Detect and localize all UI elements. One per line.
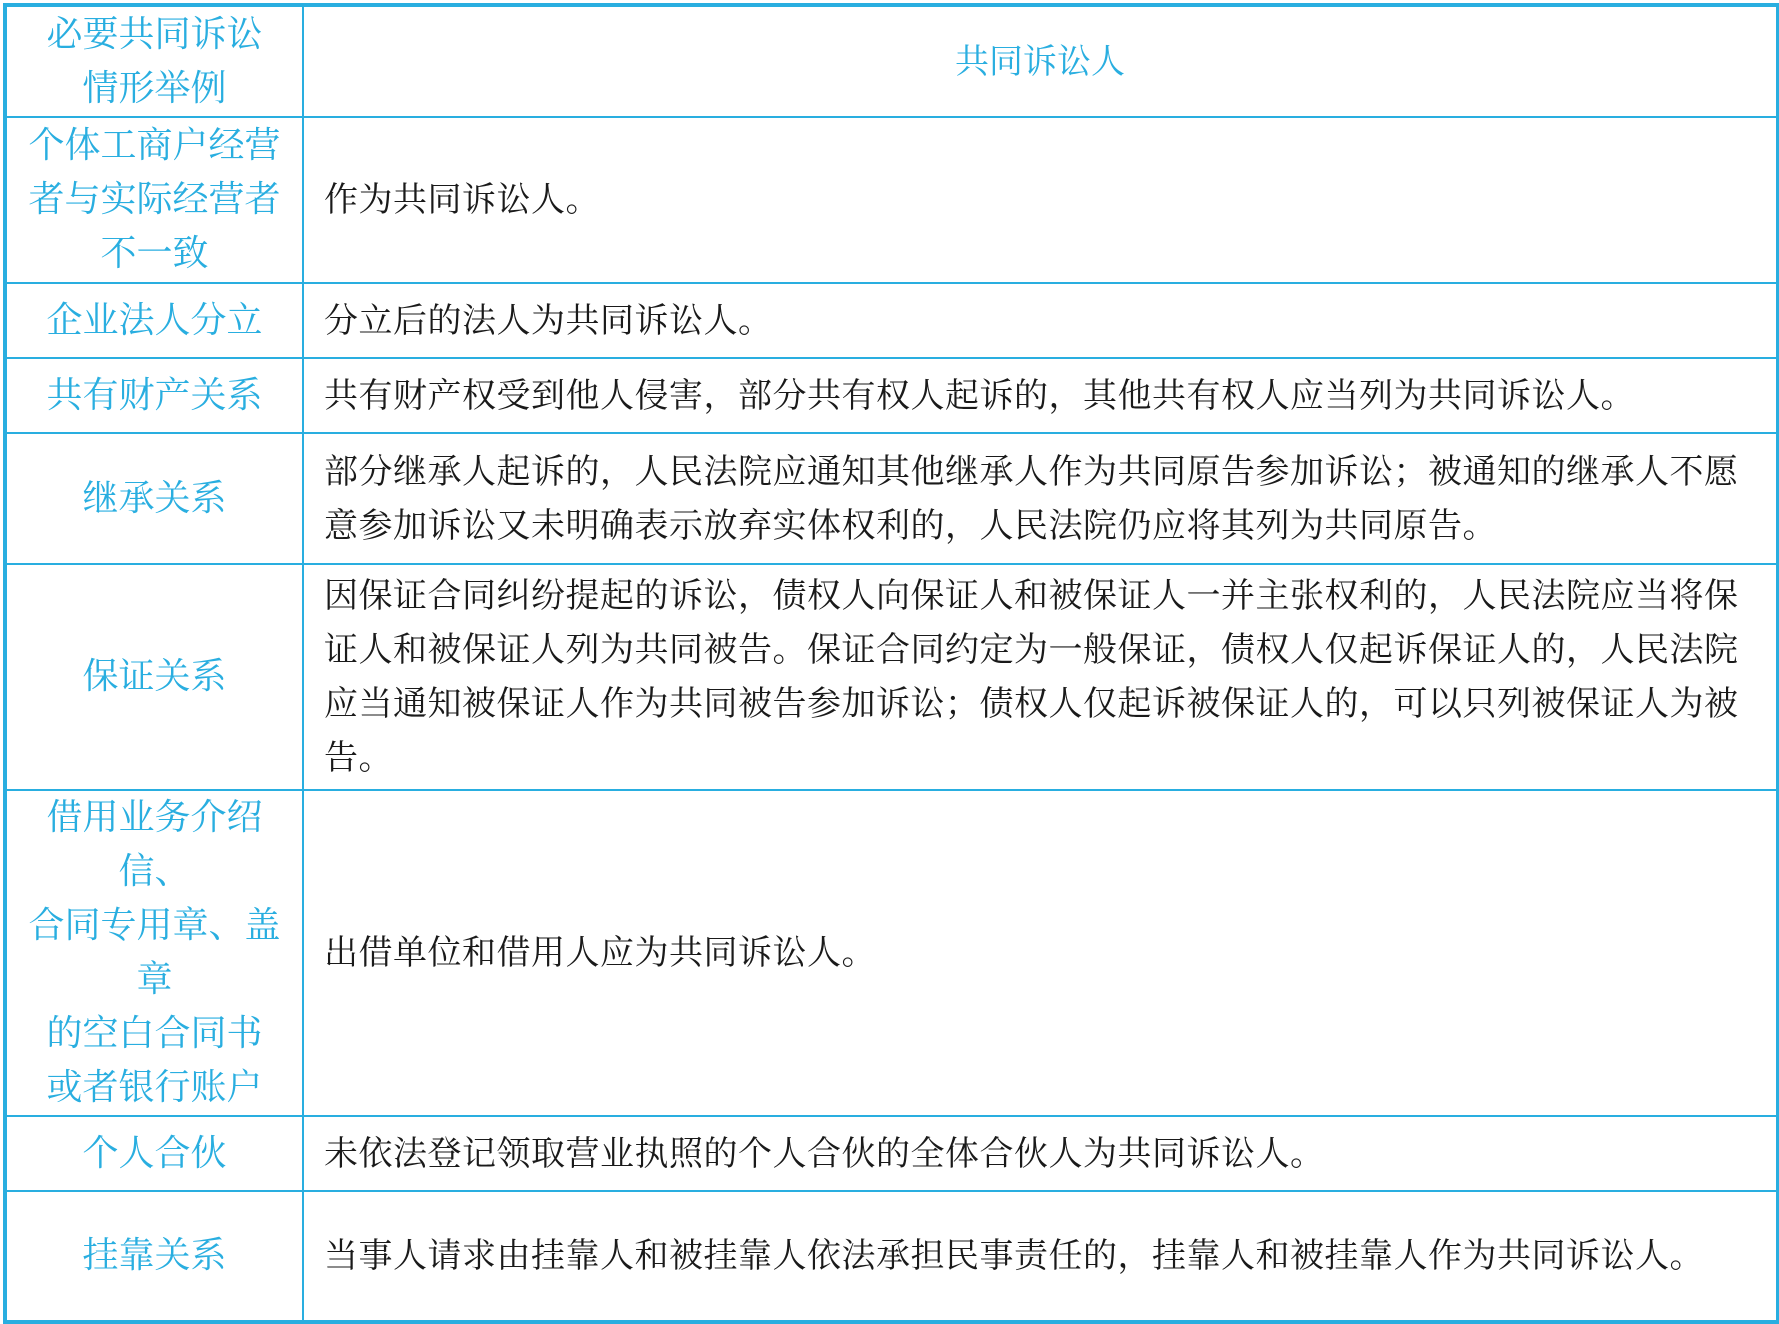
description-cell: 作为共同诉讼人。: [303, 117, 1778, 283]
description-cell: 部分继承人起诉的，人民法院应通知其他继承人作为共同原告参加诉讼；被通知的继承人不愿意参加诉讼又未明确表示放弃实体权利的，人民法院仍应将其列为共同原告。: [303, 433, 1778, 564]
category-line: 者与实际经营者: [28, 179, 281, 220]
table-row: [5, 1116, 1778, 1191]
description-cell: 当事人请求由挂靠人和被挂靠人依法承担民事责任的，挂靠人和被挂靠人作为共同诉讼人。: [303, 1191, 1778, 1322]
description-cell: 因保证合同纠纷提起的诉讼，债权人向保证人和被保证人一并主张权利的，人民法院应当将保证人和被保证人列为共同被告。保证合同约定为一般保证，债权人仅起诉保证人的，人民法院应当通知被保证人作为共同被告参加诉讼；债权人仅起诉被保证人的，可以只列被保证人为被告。: [303, 564, 1778, 790]
description-cell: 出借单位和借用人应为共同诉讼人。: [303, 790, 1778, 1116]
header-category-line: 必要共同诉讼: [46, 13, 263, 55]
category-cell: [5, 564, 303, 790]
category-line: 的空白合同书: [46, 1013, 263, 1054]
table-row: [5, 790, 1778, 1116]
category-line: 个人合伙: [82, 1132, 227, 1174]
category-cell: [5, 1191, 303, 1322]
table-row: [5, 358, 1778, 433]
description-cell: 未依法登记领取营业执照的个人合伙的全体合伙人为共同诉讼人。: [303, 1116, 1778, 1191]
description-cell: 分立后的法人为共同诉讼人。: [303, 283, 1778, 358]
litigation-table-container: [3, 3, 1776, 1276]
category-line: 不一致: [100, 233, 209, 274]
table-header-row: [5, 5, 1778, 117]
category-line: 共有财产关系: [46, 374, 263, 416]
category-cell: [5, 283, 303, 358]
description-cell: 共有财产权受到他人侵害，部分共有权人起诉的，其他共有权人应当列为共同诉讼人。: [303, 358, 1778, 433]
header-category-line: 情形举例: [82, 67, 227, 109]
category-line: 合同专用章、盖章: [28, 905, 281, 1000]
header-category-cell: [5, 5, 303, 117]
header-litigant-cell: 共同诉讼人: [303, 5, 1778, 117]
category-line: 挂靠关系: [82, 1235, 227, 1276]
category-line: 个体工商户经营: [28, 125, 281, 166]
category-line: 或者银行账户: [46, 1067, 263, 1108]
table-row: [5, 117, 1778, 283]
category-line: 借用业务介绍信、: [46, 797, 263, 892]
category-cell: [5, 1116, 303, 1191]
table-row: [5, 433, 1778, 564]
category-cell: [5, 433, 303, 564]
table-row: [5, 564, 1778, 790]
category-line: 企业法人分立: [46, 299, 263, 341]
category-cell: [5, 358, 303, 433]
category-cell: [5, 117, 303, 283]
category-cell: [5, 790, 303, 1116]
category-line: 保证关系: [82, 656, 227, 697]
table-row: [5, 283, 1778, 358]
category-line: 继承关系: [82, 477, 227, 519]
table-row: [5, 1191, 1778, 1322]
joint-litigation-table: [3, 3, 1779, 1324]
